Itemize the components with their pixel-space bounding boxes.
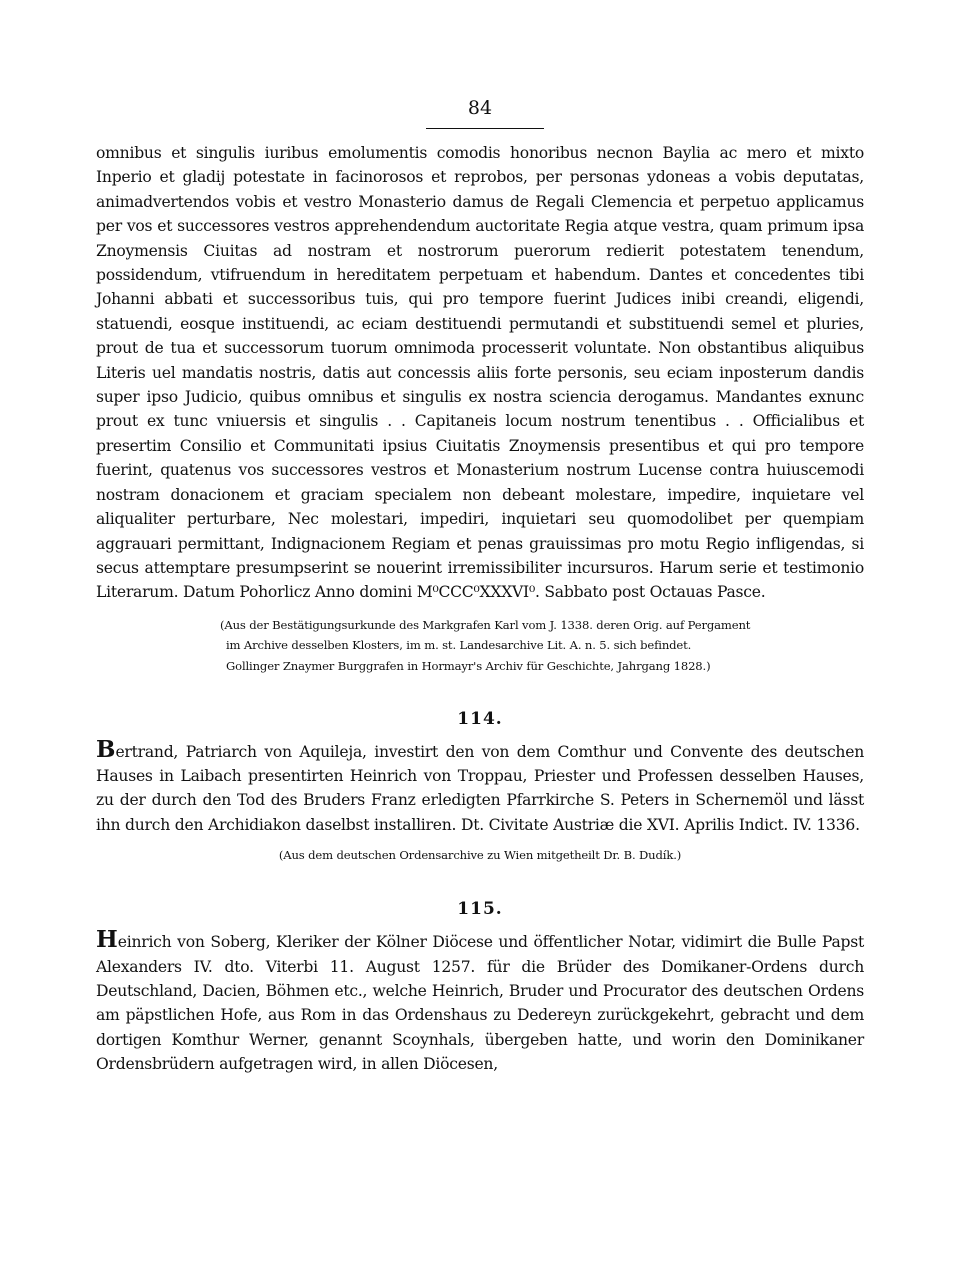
regest-114: [96, 735, 864, 838]
source-note-113: [220, 615, 872, 677]
document-number-114: 114.: [457, 708, 503, 729]
page-number: 84: [467, 97, 493, 119]
drop-initial: H: [96, 926, 118, 954]
document-number-115: 115.: [457, 899, 503, 920]
regest-text: einrich von Soberg, Kleriker der Kölner Diöcese und öffentlicher Notar, vidimirt die Bulle Papst Alexanders IV. dto. Viterbi 11. August 1257. für die Brüder des Domikaner-Ordens durch Deutschland, Dacien, Böhmen etc., welche Heinrich, Bruder und Procurator des deutschen Ordens am päpstlichen Hofe, aus Rom in das Ordenshaus zu Dedereyn zurückgekehrt, gebracht und dem dortigen Komthur Werner, genannt Scoynhals, übergeben hatte, und worin den Dominikaner Ordensbrüdern aufgetragen wird, in allen Diöcesen,: [96, 933, 864, 1074]
charter-continuation-text: omnibus et singulis iuribus emolumentis comodis honoribus necnon Baylia ac mero et mixto Inperio et gladij potestate in facinorosos et reprobos, per personas ydoneas a vobis deputatas, animadvertendos vobis et vestro Monasterio damus de Regali Clemencia et perpetuo applicamus per vos et successores vestros apprehendendum auctoritate Regia atque vestra, quam primum ipsa Znoymensis Ciuitas ad nostram et nostrorum puerorum redierit potestatem tenendum, possidendum, vtifruendum in hereditatem perpetuam et habendum. Dantes et concedentes tibi Johanni abbati et successoribus tuis, qui pro tempore fuerint Judices inibi creandi, eligendi, statuendi, eosque instituendi, ac eciam destituendi permutandi et substituendi semel et pluries, prout de tua et successorum tuorum omnimoda processerit voluntate. Non obstantibus aliquibus Literis uel mandatis nostris, datis aut concessis aliis forte personis, seu eciam inposterum dandis super ipso Judicio, quibus omnibus et singulis ex nostra sciencia derogamus. Mandantes exnunc prout ex tunc vniuersis et singulis . . Capitaneis locum nostrum tenentibus . . Officialibus et presertim Consilio et Communitati ipsius Ciuitatis Znoymensis presentibus et qui pro tempore fuerint, quatenus vos successores vestros et Monasterium nostrum Lucense contra huiuscemodi nostram donacionem et graciam specialem non debeant molestare, impedire, inquietare vel aliqualiter perturbare, Nec molestari, impediri, inquietari seu quomodolibet per quempiam aggrauari permittant, Indignacionem Regiam et penas grauissimas pro motu Regio infligendas, si secus attemptare presumpserint se nouerint irremissibiliter incursuros. Harum serie et testimonio Literarum. Datum Pohorlicz Anno domini M⁰CCC⁰XXXVI⁰. Sabbato post Octauas Pasce.: [96, 144, 864, 602]
source-note-line: (Aus der Bestätigungsurkunde des Markgrafen Karl vom J. 1338. deren Orig. auf Pergament: [220, 617, 751, 632]
regest-115: [96, 928, 864, 1076]
source-note-114: (Aus dem deutschen Ordensarchive zu Wien mitgetheilt Dr. B. Dudík.): [278, 848, 682, 863]
source-note-line: im Archive desselben Klosters, im m. st. Landesarchive Lit. A. n. 5. sich befindet.: [226, 638, 692, 653]
drop-initial: B: [96, 735, 116, 763]
page-number-rule: [426, 128, 544, 129]
source-note-line: Gollinger Znaymer Burggrafen in Hormayr's Archiv für Geschichte, Jahrgang 1828.): [226, 658, 711, 673]
document-page: [96, 96, 864, 1077]
regest-text: ertrand, Patriarch von Aquileja, investirt den von dem Comthur und Convente des deutschen Hauses in Laibach presentirten Heinrich von Troppau, Priester und Professen desselben Hauses, zu der durch den Tod des Bruders Franz erledigten Pfarrkirche S. Peters in Schernemöl und lässt ihn durch den Archidiakon daselbst installiren. Dt. Civitate Austriæ die XVI. Aprilis Indict. IV. 1336.: [96, 742, 864, 834]
